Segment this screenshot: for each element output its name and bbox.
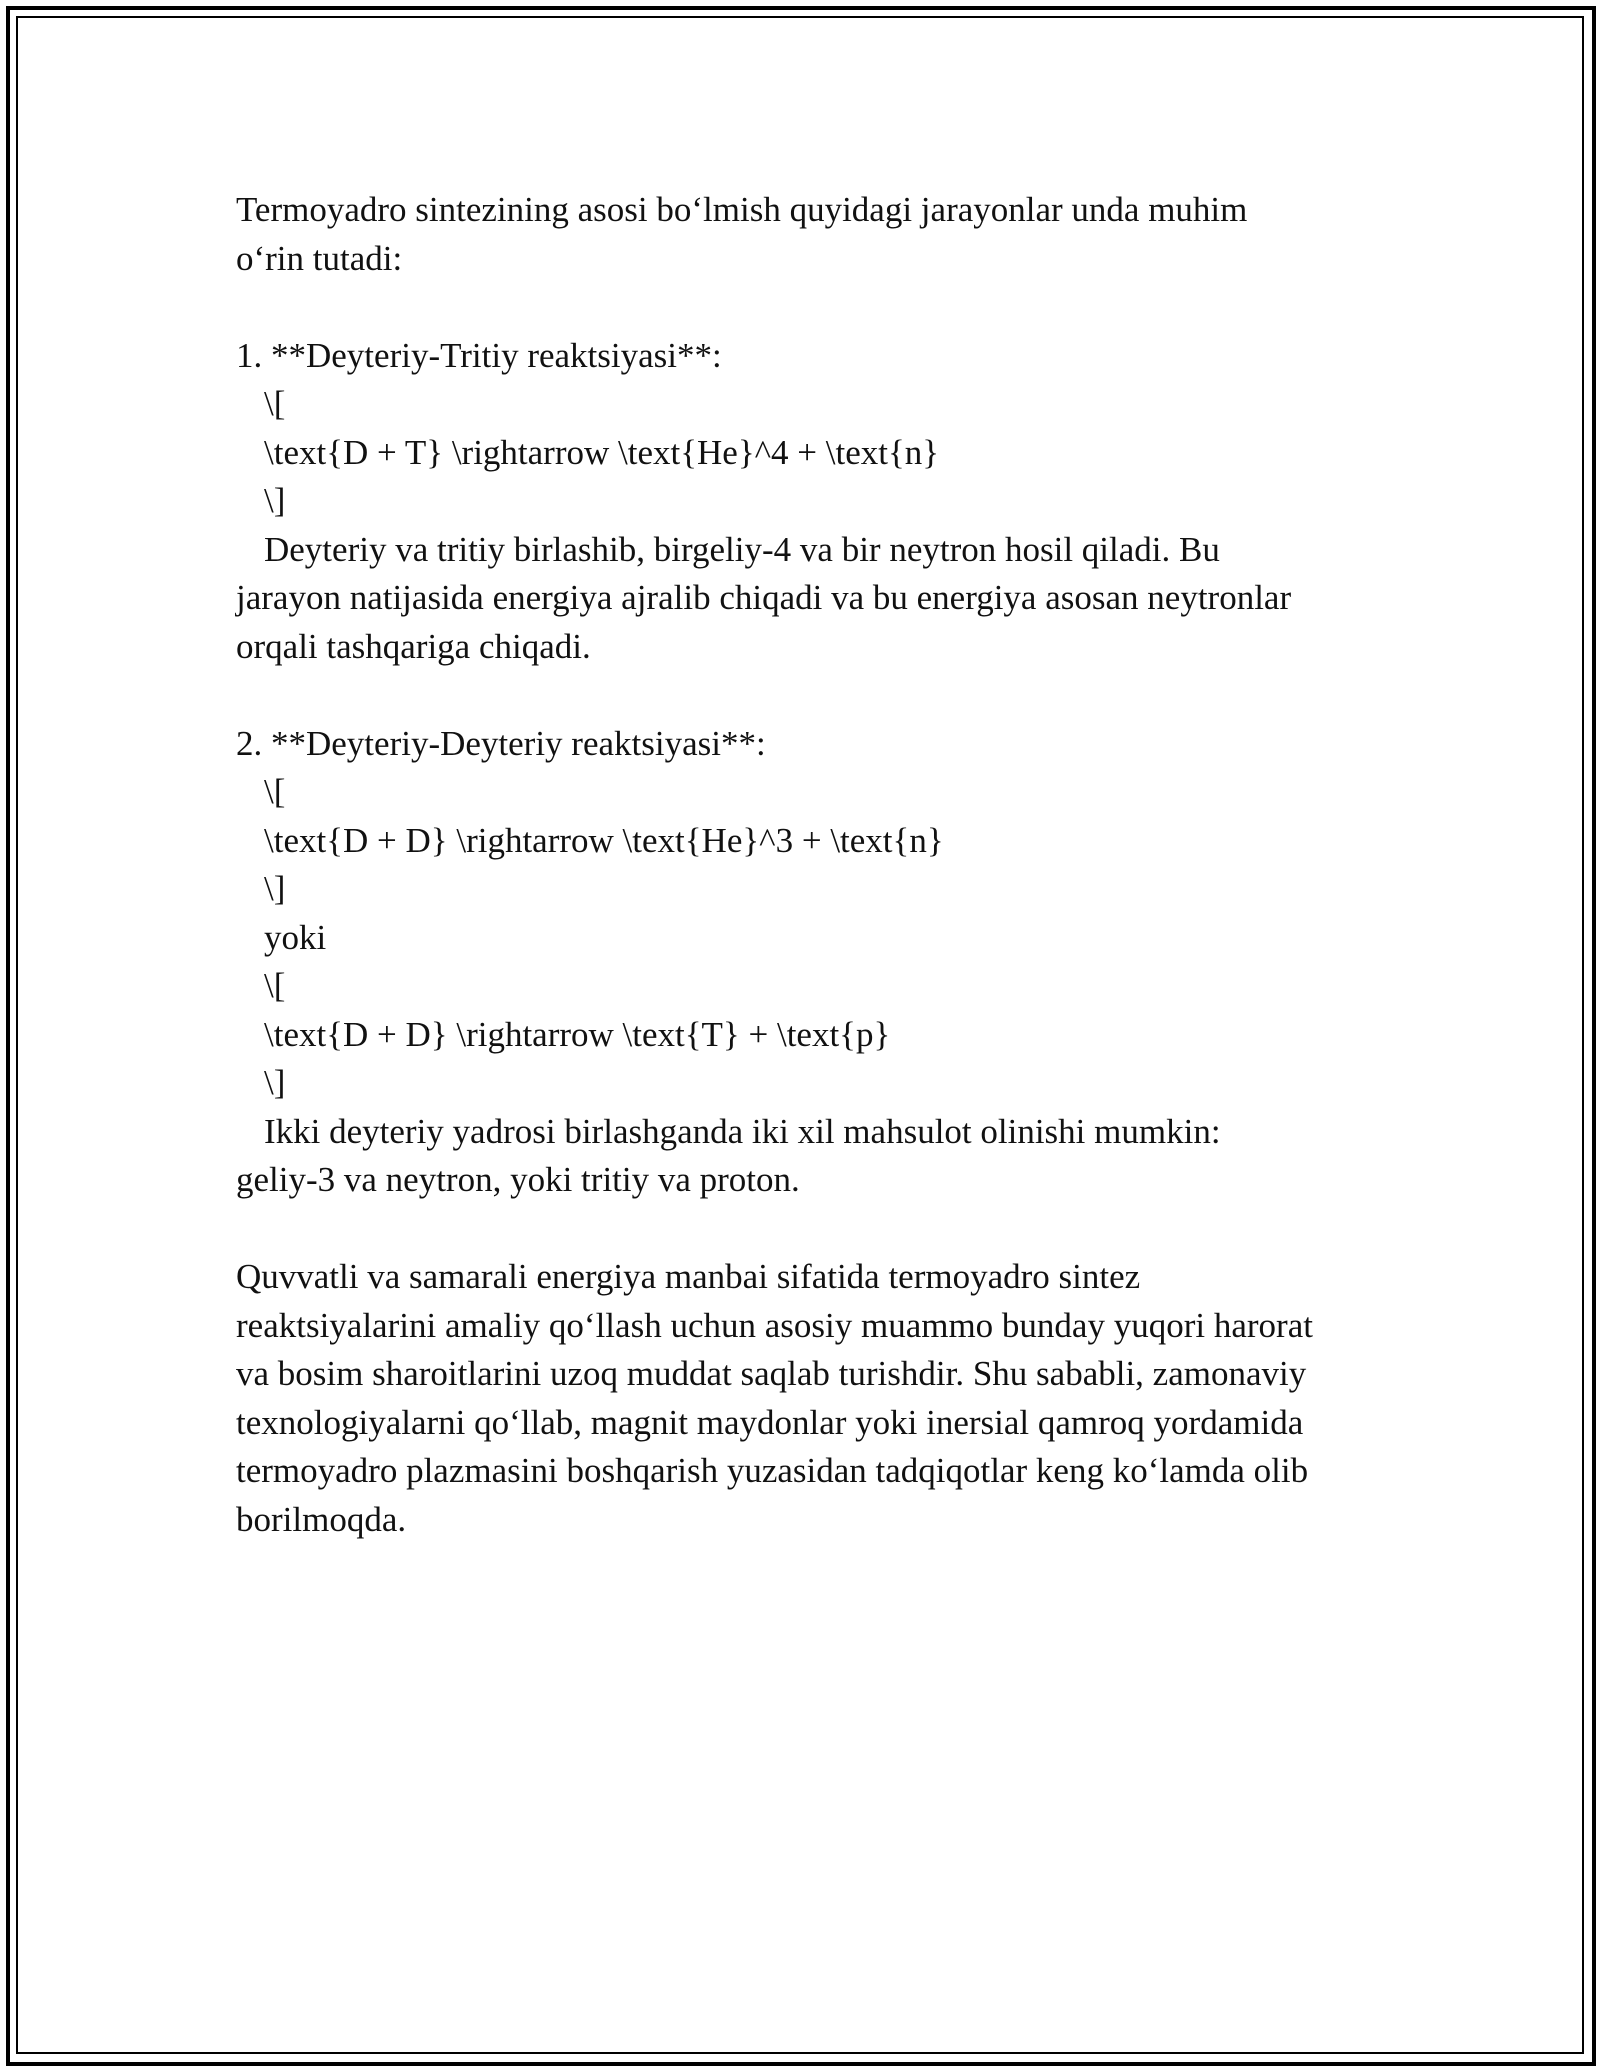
math-close: \] — [264, 481, 286, 520]
reaction2-explanation-line: Ikki deyteriy yadrosi birlashganda iki xil mahsulot olinishi mumkin: — [264, 1111, 1221, 1151]
math-open: \[ — [264, 384, 286, 423]
or-word: yoki — [264, 917, 327, 957]
reaction2-equation-2: \text{D + D} \rightarrow \text{T} + \text{p} — [264, 1014, 891, 1054]
paragraph-spacer — [236, 283, 1386, 332]
math-close: \] — [264, 1063, 286, 1102]
intro-line: Termoyadro sintezining asosi bo‘lmish quyidagi jarayonlar unda muhim — [236, 190, 1248, 229]
intro-line: o‘rin tutadi: — [236, 238, 403, 278]
reaction1-heading: 1. **Deyteriy-Tritiy reaktsiyasi**: — [236, 335, 722, 375]
conclusion-line: reaktsiyalarini amaliy qo‘llash uchun asosiy muammo bunday yuqori harorat — [236, 1305, 1313, 1345]
conclusion-line: va bosim sharoitlarini uzoq muddat saqlab turishdir. Shu sababli, zamonaviy — [236, 1354, 1307, 1393]
conclusion-line: texnologiyalarni qo‘llab, magnit maydonlar yoki inersial qamroq yordamida — [236, 1402, 1304, 1442]
reaction1-explanation-line: jarayon natijasida energiya ajralib chiqadi va bu energiya asosan neytronlar — [236, 578, 1292, 617]
reaction1-equation: \text{D + T} \rightarrow \text{He}^4 + \text{n} — [264, 432, 940, 472]
conclusion-line: termoyadro plazmasini boshqarish yuzasidan tadqiqotlar keng ko‘lamda olib — [236, 1451, 1309, 1490]
conclusion-line: Quvvatli va samarali energiya manbai sifatida termoyadro sintez — [236, 1257, 1141, 1296]
document-body — [236, 186, 1386, 1544]
reaction2-heading: 2. **Deyteriy-Deyteriy reaktsiyasi**: — [236, 723, 766, 763]
conclusion-line: borilmoqda. — [236, 1499, 407, 1539]
reaction1-explanation-line: Deyteriy va tritiy birlashib, birgeliy-4 va bir neytron hosil qiladi. Bu — [264, 529, 1220, 569]
paragraph-spacer — [236, 1205, 1386, 1254]
reaction2-equation-1: \text{D + D} \rightarrow \text{He}^3 + \text{n} — [264, 820, 944, 860]
reaction1-explanation-line: orqali tashqariga chiqadi. — [236, 626, 591, 666]
math-open: \[ — [264, 772, 286, 811]
math-close: \] — [264, 869, 286, 908]
math-open: \[ — [264, 966, 286, 1005]
paragraph-spacer — [236, 671, 1386, 720]
reaction2-explanation-line: geliy-3 va neytron, yoki tritiy va proton. — [236, 1160, 800, 1199]
